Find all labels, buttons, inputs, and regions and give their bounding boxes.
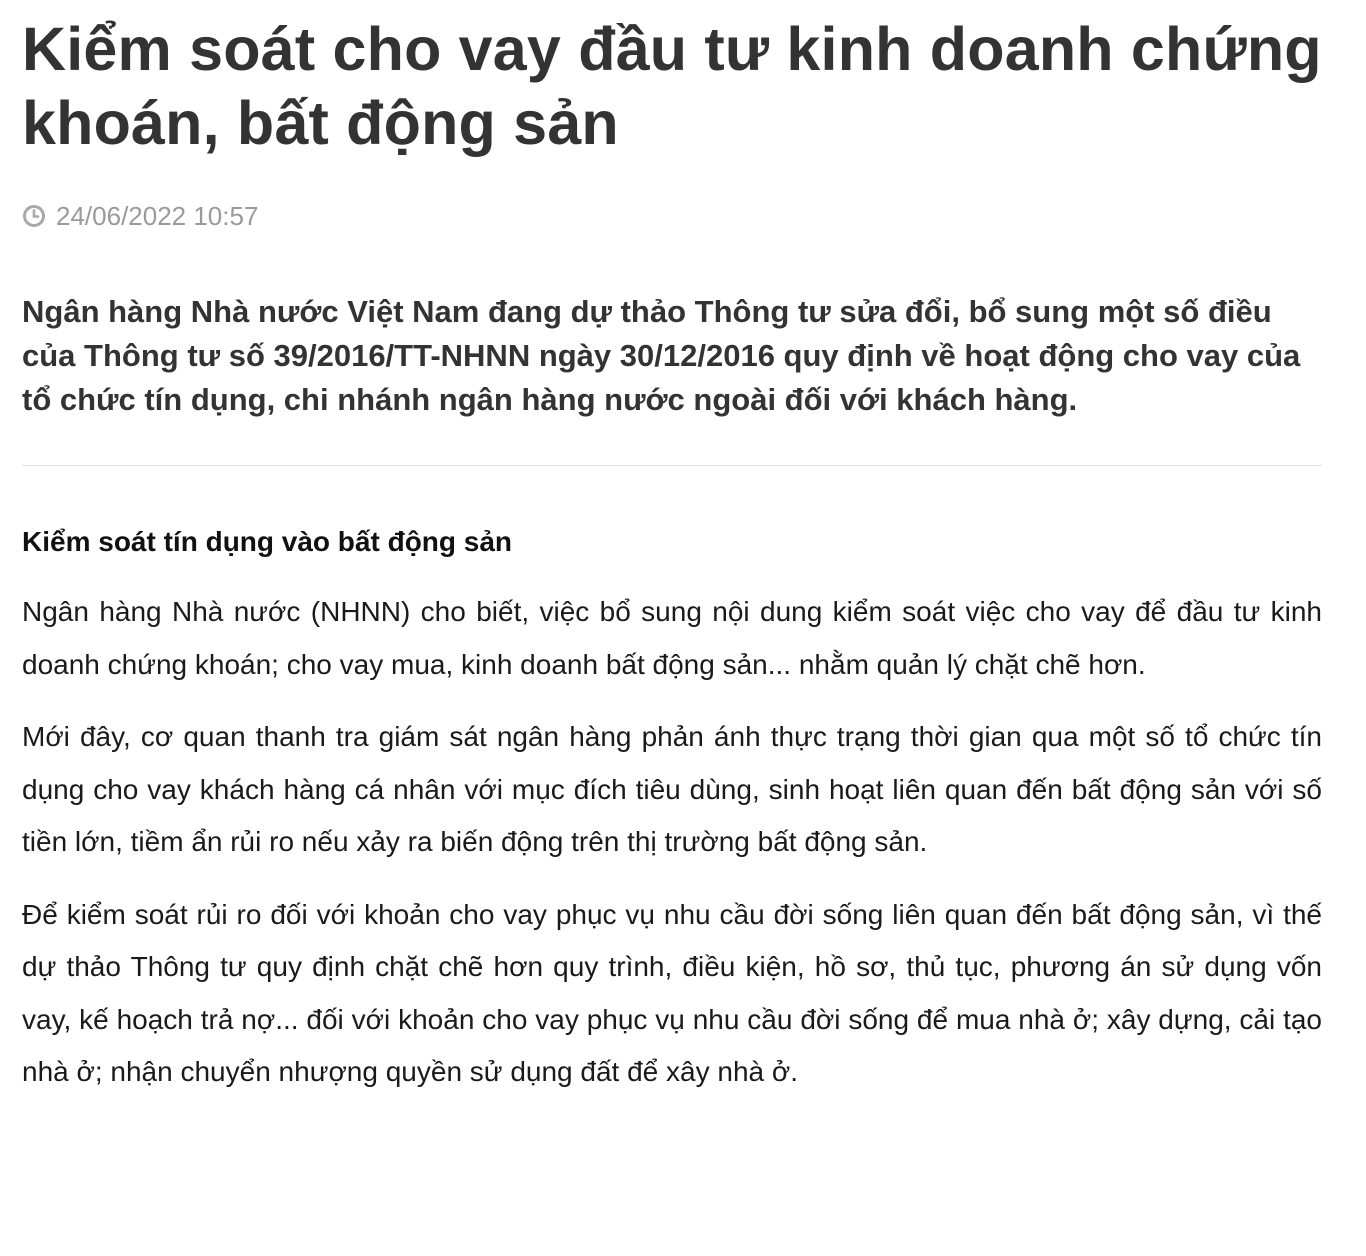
clock-icon bbox=[22, 204, 46, 228]
section-heading: Kiểm soát tín dụng vào bất động sản bbox=[22, 526, 513, 557]
divider bbox=[22, 465, 1322, 466]
body-paragraph: Ngân hàng Nhà nước (NHNN) cho biết, việc bổ sung nội dung kiểm soát việc cho vay để đầu tư kinh doanh chứng khoán; cho vay mua, kinh doanh bất động sản... nhằm quản lý chặt chẽ hơn. bbox=[22, 596, 1322, 680]
publish-time: 24/06/2022 10:57 bbox=[56, 200, 259, 231]
article bbox=[22, 0, 1322, 1099]
article-title: Kiểm soát cho vay đầu tư kinh doanh chứng khoán, bất động sản bbox=[22, 15, 1322, 157]
article-meta bbox=[22, 200, 1322, 232]
article-sapo: Ngân hàng Nhà nước Việt Nam đang dự thảo Thông tư sửa đổi, bổ sung một số điều của Thông tư số 39/2016/TT-NHNN ngày 30/12/2016 quy định về hoạt động cho vay của tổ chức tín dụng, chi nhánh ngân hàng nước ngoài đối với khách hàng. bbox=[22, 294, 1301, 417]
body-paragraph: Để kiểm soát rủi ro đối với khoản cho vay phục vụ nhu cầu đời sống liên quan đến bất động sản, vì thế dự thảo Thông tư quy định chặt chẽ hơn quy trình, điều kiện, hồ sơ, thủ tục, phương án sử dụng vốn vay, kế hoạch trả nợ... đối với khoản cho vay phục vụ nhu cầu đời sống để mua nhà ở; xây dựng, cải tạo nhà ở; nhận chuyển nhượng quyền sử dụng đất để xây nhà ở. bbox=[22, 898, 1322, 1087]
body-paragraph: Mới đây, cơ quan thanh tra giám sát ngân hàng phản ánh thực trạng thời gian qua một số tổ chức tín dụng cho vay khách hàng cá nhân với mục đích tiêu dùng, sinh hoạt liên quan đến bất động sản với số tiền lớn, tiềm ẩn rủi ro nếu xảy ra biến động trên thị trường bất động sản. bbox=[22, 721, 1322, 857]
